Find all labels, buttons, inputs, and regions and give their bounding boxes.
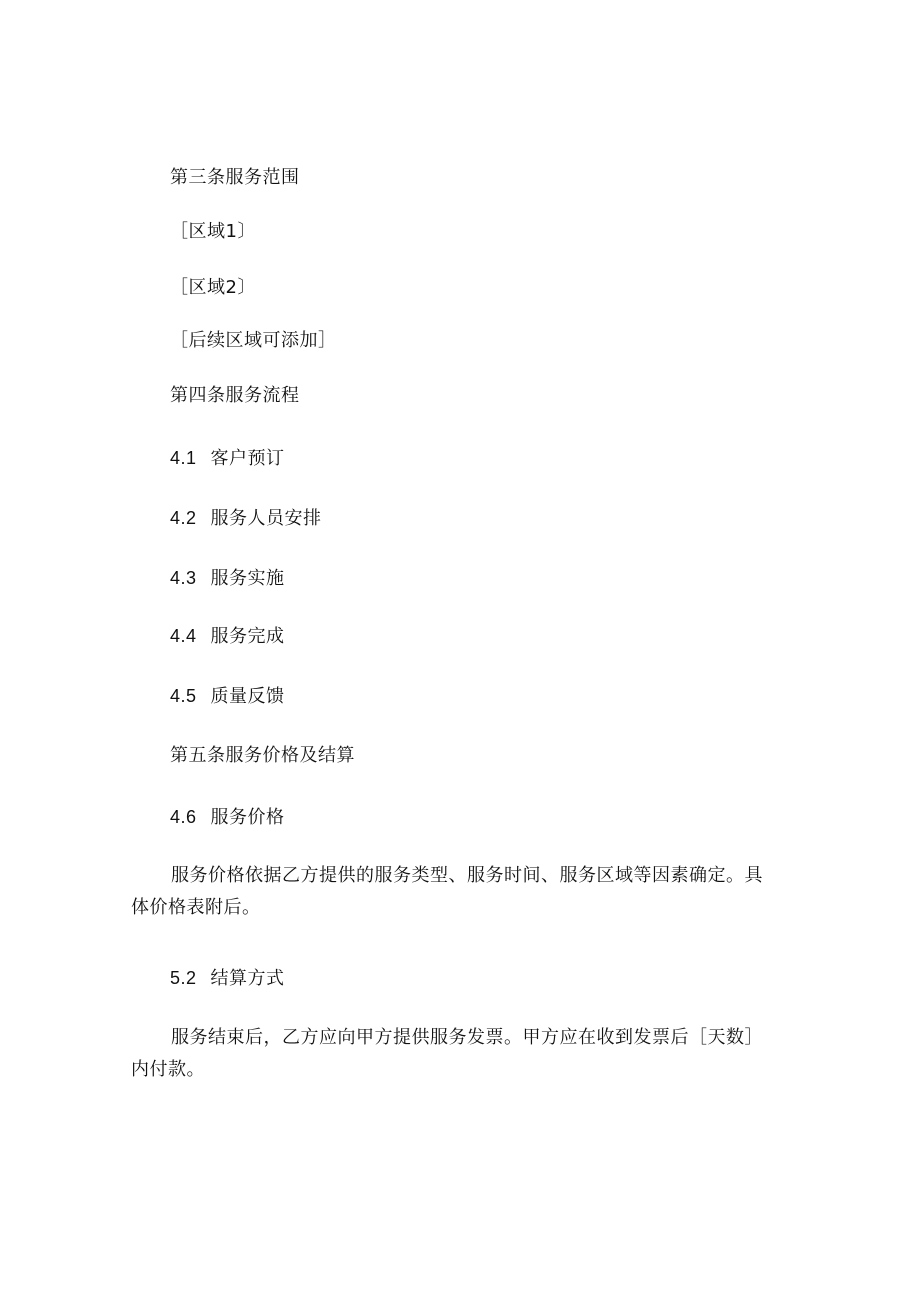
step-4-2	[170, 506, 322, 531]
step-text: 质量反馈	[210, 686, 285, 707]
section-number: 4.6	[170, 807, 197, 827]
step-number: 4.5	[170, 686, 197, 706]
article-4-heading: 第四条服务流程	[170, 385, 300, 406]
price-subheading	[170, 805, 285, 830]
paragraph-line: 服务价格依据乙方提供的服务类型、服务时间、服务区域等因素确定。具	[171, 865, 763, 886]
article-3-heading: 第三条服务范围	[170, 167, 300, 188]
step-number: 4.2	[170, 508, 197, 528]
step-4-5	[170, 684, 285, 709]
step-number: 4.3	[170, 568, 197, 588]
region-2-item: ［区域2〕	[170, 277, 256, 298]
settlement-paragraph	[131, 1022, 781, 1086]
paragraph-line: 体价格表附后。	[131, 897, 261, 918]
settlement-subheading	[170, 966, 285, 991]
paragraph-line: 内付款。	[131, 1059, 205, 1080]
step-text: 服务人员安排	[210, 508, 322, 529]
step-text: 服务完成	[210, 626, 285, 647]
section-number: 5.2	[170, 968, 197, 988]
article-5-heading: 第五条服务价格及结算	[170, 745, 355, 766]
price-paragraph	[131, 860, 781, 924]
section-title: 结算方式	[210, 968, 285, 989]
step-4-4	[170, 624, 285, 649]
step-text: 客户预订	[210, 448, 285, 469]
additional-regions-item: ［后续区域可添加］	[170, 330, 337, 351]
section-title: 服务价格	[210, 807, 285, 828]
step-text: 服务实施	[210, 568, 285, 589]
region-1-item: ［区域1〕	[170, 221, 256, 242]
step-4-1	[170, 446, 285, 471]
paragraph-line: 服务结束后，乙方应向甲方提供服务发票。甲方应在收到发票后［天数］	[171, 1027, 763, 1048]
step-number: 4.1	[170, 448, 197, 468]
step-number: 4.4	[170, 626, 197, 646]
step-4-3	[170, 566, 285, 591]
